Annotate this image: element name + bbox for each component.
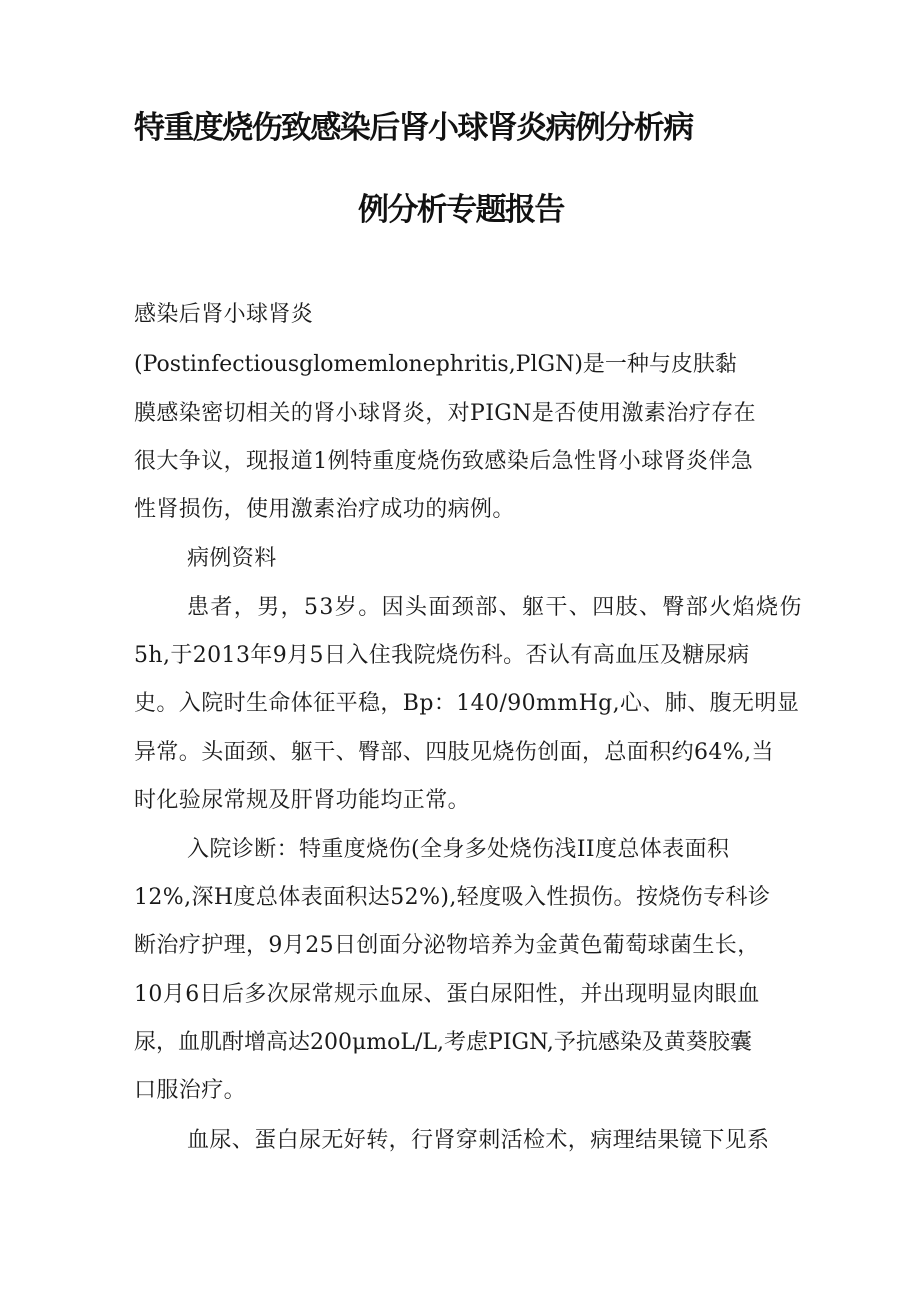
document-title-line-2: 例分析专题报告 <box>358 192 564 228</box>
body-line: 史。入院时生命体征平稳，Bp：140/90mmHg,心、肺、腹无明显 <box>134 691 800 716</box>
body-line: 12%,深H度总体表面积达52%),轻度吸入性损伤。按烧伤专科诊 <box>134 885 771 910</box>
body-line: 膜感染密切相关的肾小球肾炎，对PIGN是否使用激素治疗存在 <box>134 401 756 426</box>
body-line: 很大争议，现报道1例特重度烧伤致感染后急性肾小球肾炎伴急 <box>134 449 754 474</box>
body-line: 尿，血肌酎增高达200μmoL/L,考虑PIGN,予抗感染及黄葵胶囊 <box>134 1030 752 1055</box>
body-line: 血尿、蛋白尿无好转，行肾穿刺活检术，病理结果镜下见系 <box>187 1128 770 1153</box>
body-line: (Postinfectiousglomemlonephritis,PlGN)是一种与皮肤黏 <box>134 352 737 377</box>
body-line: 口服治疗。 <box>134 1078 247 1103</box>
body-line: 性肾损伤，使用激素治疗成功的病例。 <box>134 497 515 522</box>
body-line: 异常。头面颈、躯干、臀部、四肢见烧伤创面，总面积约64%,当 <box>134 740 774 765</box>
body-line: 患者，男，53岁。因头面颈部、躯干、四肢、臀部火焰烧伤 <box>187 595 803 620</box>
body-line: 时化验尿常规及肝肾功能均正常。 <box>134 788 471 813</box>
body-line: 5h,于2013年9月5日入住我院烧伤科。否认有高血压及糖尿病 <box>134 643 750 668</box>
document-title-line-1: 特重度烧伤致感染后肾小球肾炎病例分析病 <box>134 110 693 146</box>
body-line: 断治疗护理，9月25日创面分泌物培养为金黄色葡萄球菌生长， <box>134 933 760 958</box>
section-heading-case-data: 病例资料 <box>187 546 277 571</box>
body-line: 入院诊断：特重度烧伤(全身多处烧伤浅II度总体表面积 <box>187 837 730 862</box>
body-line-intro-heading: 感染后肾小球肾炎 <box>134 302 314 327</box>
body-line: 10月6日后多次尿常规示血尿、蛋白尿阳性，并出现明显肉眼血 <box>134 982 760 1007</box>
